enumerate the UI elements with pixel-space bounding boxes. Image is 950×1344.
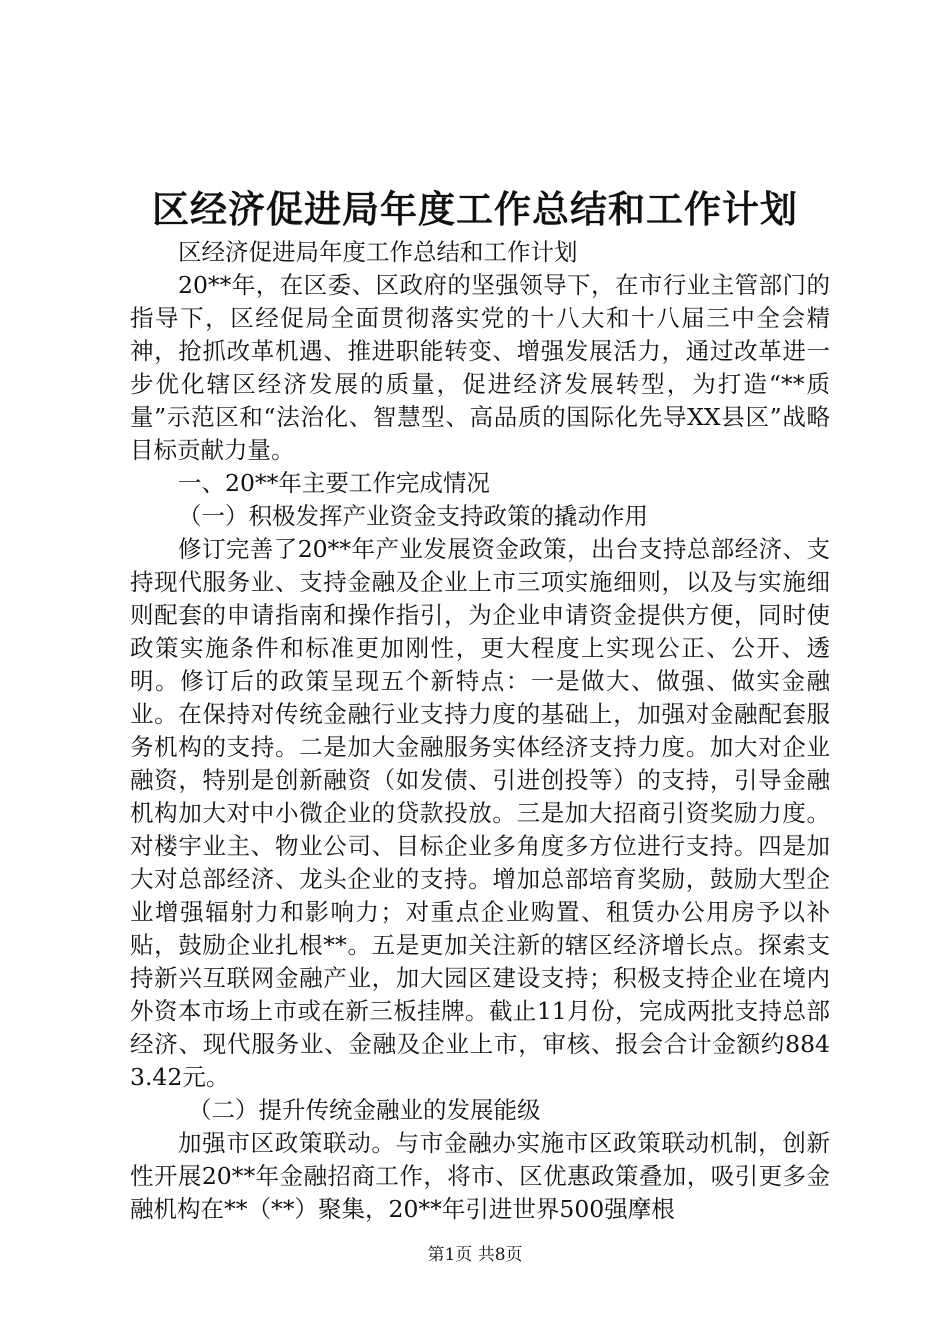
paragraph-policy: 修订完善了20**年产业发展资金政策，出台支持总部经济、支持现代服务业、支持金融及企业上市三项实施细则，以及与实施细则配套的申请指南和操作指引，为企业申请资金提供方便，同时使政策实施条件和标准更加刚性，更大程度上实现公正、公开、透明。修订后的政策呈现五个新特点：一是做大、做强、做实金融业。在保持对传统金融行业支持力度的基础上，加强对金融配套服务机构的支持。二是加大金融服务实体经济支持力度。加大对企业融资，特别是创新融资（如发债、引进创投等）的支持，引导金融机构加大对中小微企业的贷款投放。三是加大招商引资奖励力度。对楼宇业主、物业公司、目标企业多角度多方位进行支持。四是加大对总部经济、龙头企业的支持。增加总部培育奖励，鼓励大型企业增强辐射力和影响力；对重点企业购置、租赁办公用房予以补贴，鼓励企业扎根**。五是更加关注新的辖区经济增长点。探索支持新兴互联网金融产业，加大园区建设支持；积极支持企业在境内外资本市场上市或在新三板挂牌。截止11月份，完成两批支持总部经济、现代服务业、金融及企业上市，审核、报会合计金额约8843.42元。: [130, 535, 830, 1091]
document-title: 区经济促进局年度工作总结和工作计划: [152, 187, 798, 231]
section-heading: 一、20**年主要工作完成情况: [178, 469, 490, 497]
document-body: [130, 236, 830, 1226]
paragraph-subtitle: 区经济促进局年度工作总结和工作计划: [178, 238, 578, 266]
subsection-heading-1: （一）积极发挥产业资金支持政策的撬动作用: [178, 502, 648, 530]
subsection-heading-2: （二）提升传统金融业的发展能级: [188, 1096, 541, 1124]
paragraph-intro: 20**年，在区委、区政府的坚强领导下，在市行业主管部门的指导下，区经促局全面贯彻落实党的十八大和十八届三中全会精神，抢抓改革机遇、推进职能转变、增强发展活力，通过改革进一步优化辖区经济发展的质量，促进经济发展转型，为打造“**质量”示范区和“法治化、智慧型、高品质的国际化先导XX县区”战略目标贡献力量。: [130, 271, 830, 464]
paragraph-linkage: 加强市区政策联动。与市金融办实施市区政策联动机制，创新性开展20**年金融招商工作，将市、区优惠政策叠加，吸引更多金融机构在**（**）聚集，20**年引进世界500强摩根: [130, 1129, 830, 1223]
page-number: 第1页 共8页: [427, 1245, 523, 1265]
